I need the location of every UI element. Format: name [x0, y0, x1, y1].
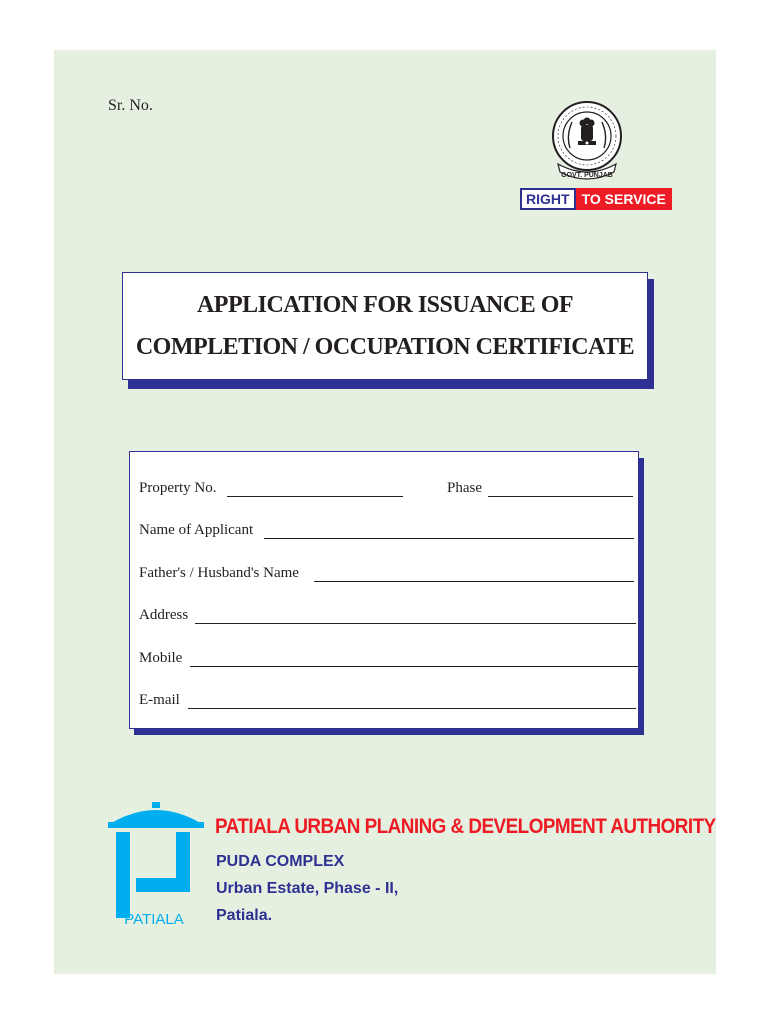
title-line-1: APPLICATION FOR ISSUANCE OF [196, 292, 574, 318]
property-number-label: Property No. [139, 480, 217, 496]
organization-name: PATIALA URBAN PLANING & DEVELOPMENT AUTHORITY [215, 815, 716, 838]
applicant-name-label: Name of Applicant [139, 522, 254, 538]
emblem-ribbon-text: GOVT. PUNJAB [561, 172, 613, 179]
address-line-city: Patiala. [216, 907, 273, 924]
address-line-complex: PUDA COMPLEX [216, 853, 345, 870]
email-field[interactable] [188, 708, 636, 709]
phase-label: Phase [447, 480, 482, 496]
applicant-form [129, 451, 639, 729]
address-line-estate: Urban Estate, Phase - II, [216, 880, 399, 897]
father-husband-name-label: Father's / Husband's Name [139, 565, 299, 581]
title-line-2: COMPLETION / OCCUPATION CERTIFICATE [135, 334, 635, 360]
rts-service-label: TO SERVICE [576, 188, 672, 210]
document-page [54, 50, 716, 974]
serial-number-label: Sr. No. [108, 97, 153, 114]
punjab-emblem-icon [548, 98, 626, 188]
phase-field[interactable] [488, 496, 633, 497]
address-label: Address [139, 607, 189, 623]
property-number-field[interactable] [227, 496, 403, 497]
applicant-name-field[interactable] [264, 538, 634, 539]
mobile-label: Mobile [139, 650, 183, 666]
rts-right-label: RIGHT [520, 188, 576, 210]
address-field[interactable] [195, 623, 636, 624]
logo-caption: PATIALA [124, 911, 184, 926]
email-label: E-mail [139, 692, 180, 708]
mobile-field[interactable] [190, 666, 638, 667]
father-husband-name-field[interactable] [314, 581, 634, 582]
title-box [122, 272, 648, 380]
right-to-service-badge [520, 188, 672, 210]
puda-logo-icon [106, 802, 206, 926]
